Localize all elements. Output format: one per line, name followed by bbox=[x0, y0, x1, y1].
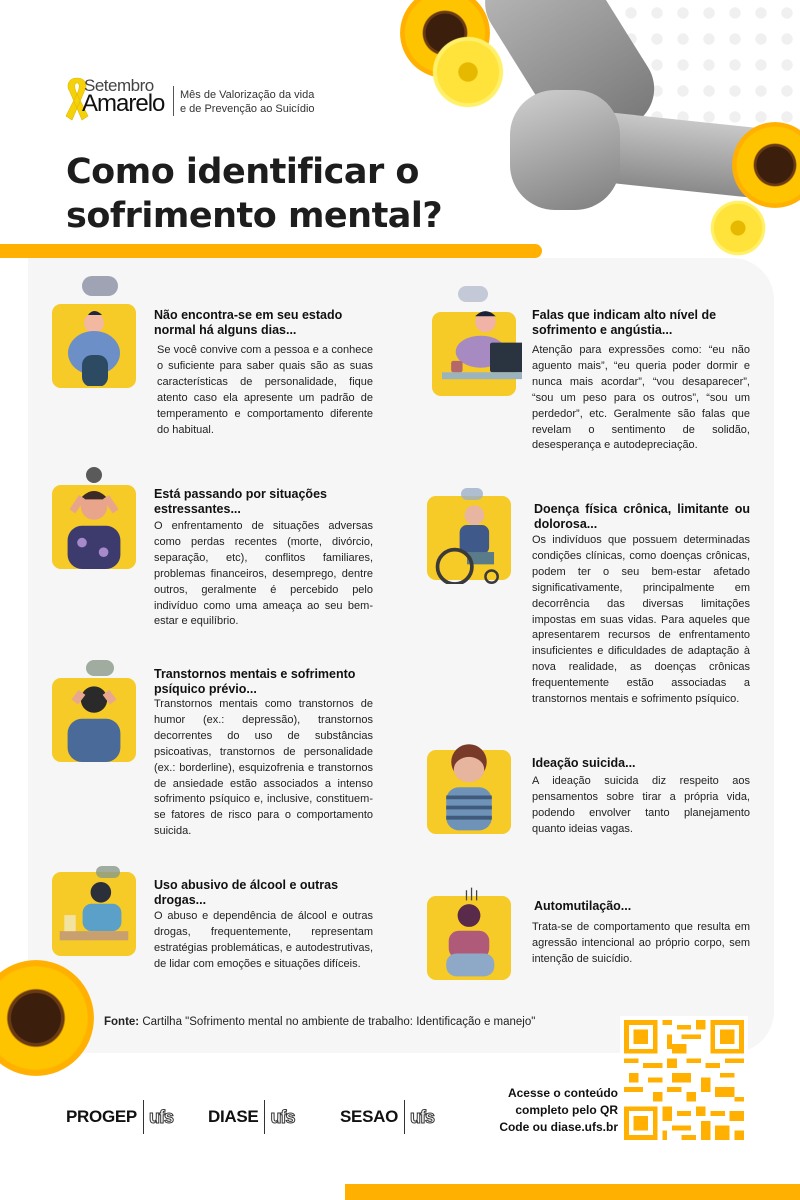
illustration-stressed-person bbox=[52, 485, 136, 569]
logo-divider bbox=[173, 86, 174, 116]
daisy-decoration bbox=[710, 200, 766, 256]
tagline-line2: e de Prevenção ao Suicídio bbox=[180, 103, 315, 115]
item-title: Transtornos mentais e sofrimento psíquico prévio... bbox=[154, 667, 356, 696]
setembro-amarelo-logo bbox=[62, 74, 182, 122]
item-title: Falas que indicam alto nível de sofrimento e angústia... bbox=[532, 308, 717, 337]
qr-call-to-action: Acesse o conteúdo completo pelo QR Code ou diase.ufs.br bbox=[499, 1086, 618, 1134]
item-text: O enfrentamento de situações adversas como perdas recentes (morte, divórcio, separação, etc), conflitos familiares, problemas financeiros, desemprego, dentre outros, geralmente é percebido pelo indivíduo como uma ameaça ao seu bem-estar e equilíbrio. bbox=[154, 520, 373, 628]
qr-code-icon bbox=[624, 1020, 744, 1140]
item-title: Está passando por situações estressantes... bbox=[154, 487, 327, 516]
ufs-logo-icon: ufs bbox=[410, 1106, 435, 1127]
source-label: Fonte: bbox=[104, 1016, 140, 1028]
title-emphasis: sofrimento mental bbox=[66, 196, 423, 236]
person-icon bbox=[431, 738, 507, 834]
person-icon bbox=[56, 678, 132, 762]
illustration-person-holding-head bbox=[52, 678, 136, 762]
item-text: Transtornos mentais como transtornos de humor (ex.: depressão), transtornos decorrentes do uso de substâncias psicoativas, transtornos de personalidade (ex.: borderline), esquizofrenia e transtornos de ansiedade estão associados a intenso sofrimento psíquico e, inclusive, constituem-se fatores de risco para o comportamento suicida. bbox=[154, 698, 373, 838]
illustration-person-hugging-knees bbox=[52, 304, 136, 388]
partner-logo-progep bbox=[66, 1100, 173, 1134]
person-icon bbox=[50, 874, 138, 954]
illustration-person-in-wheelchair bbox=[427, 496, 511, 580]
illustration-person-covering-face bbox=[427, 750, 511, 834]
item-text: Os indivíduos que possuem determinadas condições clínicas, como doenças crônicas, podem ter o seu bem-estar afetado significativamente, principalmente em decorrência das diversas limitações impostas em suas vidas. Para aqueles que apresentarem recursos de enfrentamento insuficientes e dificuldades de adaptação à nova realidade, as doenças crônicas frequentemente estão associadas a transtornos mentais e sofrimento psíquico. bbox=[532, 534, 750, 706]
item-title: Ideação suicida... bbox=[532, 756, 636, 770]
item-text: Se você convive com a pessoa e a conhece o suficiente para saber quais são as suas características de personalidade, fique atento caso ela apresente um padrão de temperamento e comportamento diferente do habitual. bbox=[157, 344, 373, 436]
divider bbox=[143, 1100, 144, 1134]
item-title: Automutilação... bbox=[534, 899, 632, 913]
logo-line1: Setembro bbox=[84, 76, 154, 95]
ufs-logo-icon: ufs bbox=[270, 1106, 295, 1127]
person-icon bbox=[64, 294, 124, 386]
campaign-tagline bbox=[180, 88, 315, 116]
item-title: Uso abusivo de álcool e outras drogas... bbox=[154, 878, 339, 907]
illustration-person-with-drink bbox=[52, 872, 136, 956]
partner-logo-diase bbox=[208, 1100, 294, 1134]
source-text: Cartilha "Sofrimento mental no ambiente de trabalho: Identificação e manejo" bbox=[142, 1016, 536, 1028]
item-text: A ideação suicida diz respeito aos pensamentos sobre tirar a própria vida, podendo envolver tanto planejamento quanto ideias vagas. bbox=[532, 775, 750, 835]
item-title: Não encontra-se em seu estado normal há alguns dias... bbox=[154, 308, 343, 337]
page-title bbox=[66, 150, 442, 238]
person-icon bbox=[427, 498, 507, 584]
person-icon bbox=[56, 485, 132, 569]
title-underline-bar bbox=[0, 244, 542, 258]
ufs-logo-icon: ufs bbox=[148, 1106, 173, 1127]
daisy-decoration bbox=[432, 36, 504, 108]
logo-line2: Amarelo bbox=[82, 90, 165, 117]
item-text: O abuso e dependência de álcool e outras drogas, frequentemente, representam estratégias problemáticas, e autodestrutivas, de lidar com emoções e situações difíceis. bbox=[154, 910, 373, 970]
qr-code[interactable] bbox=[620, 1016, 748, 1144]
partner-name: DIASE bbox=[208, 1107, 259, 1126]
tagline-line1: Mês de Valorização da vida bbox=[180, 89, 315, 101]
title-question-mark: ? bbox=[422, 196, 443, 236]
cloud-icon bbox=[82, 276, 118, 296]
title-line1: Como identificar o bbox=[66, 152, 419, 192]
partner-logo-sesao bbox=[340, 1100, 434, 1134]
item-text: Atenção para expressões como: “eu não aguento mais”, “eu queria poder dormir e nunca mais acordar”, “vou desaparecer”, “sou um peso para os outros”, “sou um perdedor”, etc. Geralmente são falas que revelam o sentimento de solidão, desesperança e autodepreciação. bbox=[532, 344, 750, 452]
illustration-person-sitting-sad bbox=[427, 896, 511, 980]
partner-name: PROGEP bbox=[66, 1107, 137, 1126]
partner-name: SESAO bbox=[340, 1107, 399, 1126]
item-text: Trata-se de comportamento que resulta em agressão intencional ao próprio corpo, sem intenção de suicídio. bbox=[532, 921, 750, 965]
divider bbox=[264, 1100, 265, 1134]
footer-accent-bar bbox=[345, 1184, 800, 1200]
person-icon bbox=[426, 306, 522, 386]
divider bbox=[404, 1100, 405, 1134]
scribble-icon bbox=[86, 467, 102, 483]
item-title: Doença física crônica, limitante ou dolorosa... bbox=[534, 502, 750, 531]
rain-cloud-icon bbox=[458, 286, 488, 302]
handshake-hand bbox=[510, 90, 620, 210]
cloud-icon bbox=[86, 660, 114, 676]
person-icon bbox=[431, 884, 507, 980]
illustration-person-at-laptop bbox=[432, 312, 516, 396]
source-citation bbox=[104, 1016, 535, 1028]
